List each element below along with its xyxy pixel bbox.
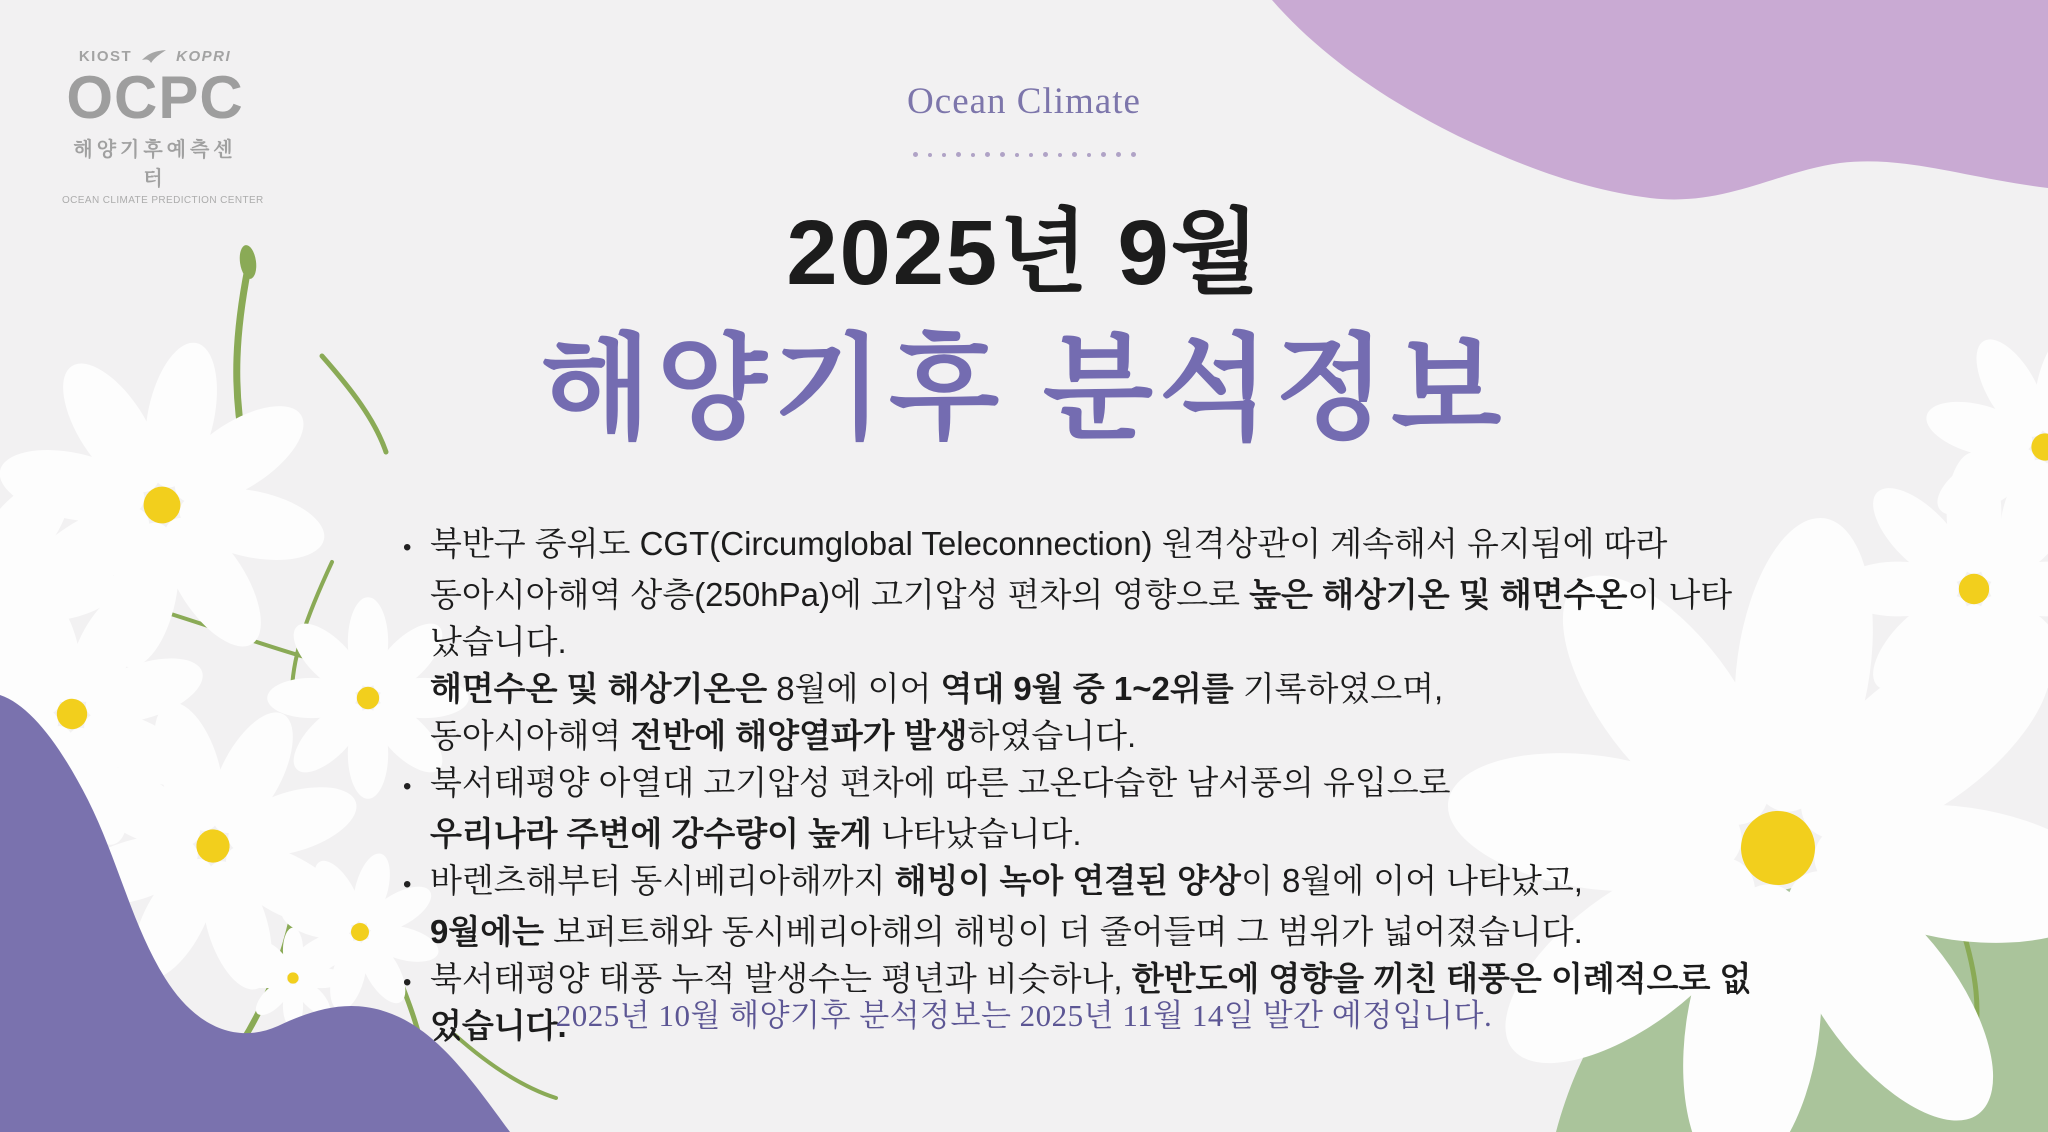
page-title: 2025년 9월 bbox=[786, 202, 1262, 304]
dot-icon bbox=[956, 152, 961, 157]
dot-icon bbox=[1015, 153, 1019, 157]
bullet-line bbox=[403, 712, 1763, 759]
bullet-marker: • bbox=[403, 534, 412, 561]
bullet-marker: • bbox=[403, 871, 412, 898]
logo-english-name: OCEAN CLIMATE PREDICTION CENTER bbox=[62, 195, 264, 206]
logo-acronym: OCPC bbox=[66, 64, 244, 131]
bullet-text: 바렌츠해부터 동시베리아해까지 해빙이 녹아 연결된 양상이 8월에 이어 나타났고, bbox=[430, 862, 1583, 899]
logo-partners bbox=[62, 48, 248, 65]
bullet-line bbox=[403, 810, 1763, 857]
bullet-list bbox=[403, 520, 1763, 1049]
bullet-text: 해면수온 및 해상기온은 8월에 이어 역대 9월 중 1~2위를 기록하였으며, bbox=[430, 670, 1444, 707]
bullet-text: 북서태평양 태풍 누적 발생수는 평년과 비슷하나, 한반도에 영향을 끼친 태풍은 이례적으로 없었습니다. bbox=[430, 960, 1752, 1044]
bullet-line bbox=[403, 571, 1763, 665]
dot-icon bbox=[942, 153, 946, 157]
dot-icon bbox=[1087, 153, 1091, 157]
dot-icon bbox=[1116, 152, 1121, 157]
page-subtitle: 해양기후 분석정보 bbox=[540, 326, 1508, 453]
footer-note: 2025년 10월 해양기후 분석정보는 2025년 11월 14일 발간 예정입니다. bbox=[555, 998, 1493, 1033]
bullet-line bbox=[403, 759, 1763, 810]
bullet-marker: • bbox=[403, 773, 412, 800]
dot-icon bbox=[1101, 152, 1106, 157]
bullet-text: 북반구 중위도 CGT(Circumglobal Teleconnection) 원격상관이 계속해서 유지됨에 따라 bbox=[430, 525, 1668, 562]
dot-icon bbox=[985, 152, 990, 157]
bullet-line bbox=[403, 857, 1763, 908]
dot-icon bbox=[928, 153, 932, 157]
bullet-text: 우리나라 주변에 강수량이 높게 나타났습니다. bbox=[430, 815, 1082, 852]
bullet-text: 동아시아해역 상층(250hPa)에 고기압성 편차의 영향으로 높은 해상기온 및 해면수온이 나타났습니다. bbox=[430, 576, 1733, 660]
dot-icon bbox=[1029, 153, 1033, 157]
kiost-logo-text: KIOST bbox=[78, 48, 133, 65]
dot-icon bbox=[913, 152, 918, 157]
bullet-text: 9월에는 보퍼트해와 동시베리아해의 해빙이 더 줄어들며 그 범위가 넓어졌습니다. bbox=[430, 913, 1583, 950]
kopri-logo-text: KOPRI bbox=[176, 48, 232, 65]
bird-icon bbox=[141, 49, 167, 65]
bullet-line bbox=[403, 908, 1763, 955]
bullet-marker: • bbox=[403, 969, 412, 996]
dot-icon bbox=[1131, 152, 1136, 157]
bullet-text: 동아시아해역 전반에 해양열파가 발생하였습니다. bbox=[430, 717, 1137, 754]
dot-icon bbox=[1058, 153, 1062, 157]
bullet-line bbox=[403, 520, 1763, 571]
ocpc-logo bbox=[62, 48, 264, 206]
dots-underline-icon bbox=[0, 152, 2048, 157]
dot-icon bbox=[971, 153, 975, 157]
dot-icon bbox=[1000, 152, 1005, 157]
bullet-line bbox=[403, 665, 1763, 712]
dot-icon bbox=[1043, 152, 1048, 157]
header-label: Ocean Climate bbox=[907, 81, 1141, 122]
dot-icon bbox=[1072, 152, 1077, 157]
bullet-text: 북서태평양 아열대 고기압성 편차에 따른 고온다습한 남서풍의 유입으로 bbox=[430, 764, 1451, 801]
logo-korean-name: 해양기후예측센터 bbox=[73, 139, 237, 190]
